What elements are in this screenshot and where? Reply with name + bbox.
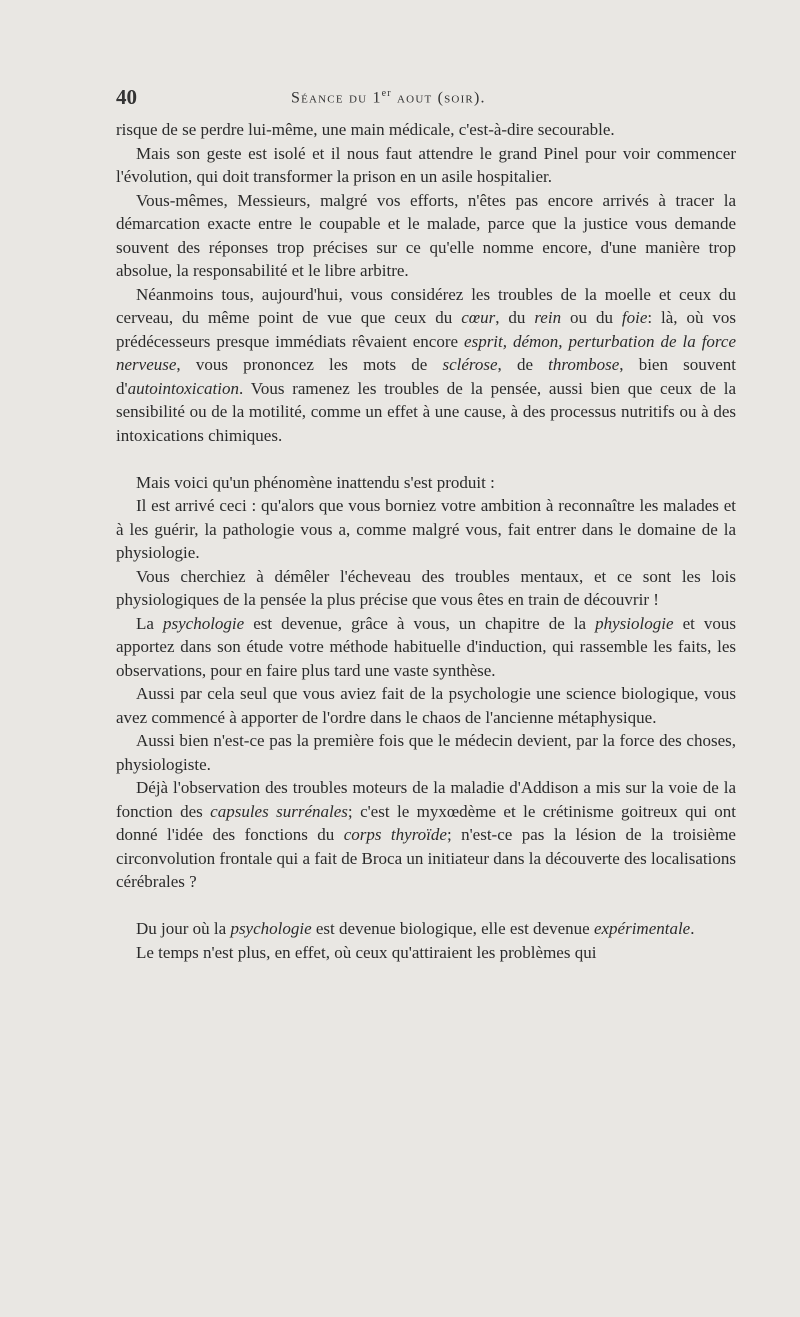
paragraph: Vous-mêmes, Messieurs, malgré vos efforts, n'êtes pas encore arrivés à tracer la démarcation exacte entre le coupable et le malade, parce que la justice vous demande souvent des réponses trop précises sur ce qu'elle nomme encore, d'une manière trop absolue, la responsabilité et le libre arbitre. [116,190,736,280]
paragraph: Il est arrivé ceci : qu'alors que vous borniez votre ambition à reconnaître les malades et à les guérir, la pathologie vous a, comme malgré vous, fait entrer dans le domaine de la physiologie. [116,496,736,562]
paragraph: Du jour où la psychologie est devenue biologique, elle est devenue expérimentale. [136,919,695,938]
paragraph: La psychologie est devenue, grâce à vous, un chapitre de la physiologie et vous apportez dans son étude votre méthode habituelle d'induction, qui rassemble les faits, les observations, pour en faire plus tard une vaste synthèse. [116,613,736,680]
paragraph: Mais voici qu'un phénomène inattendu s'est produit : [136,472,495,492]
body-text [116,118,736,964]
paragraph: Vous cherchiez à démêler l'écheveau des troubles mentaux, et ce sont les lois physiologiques de la pensée la plus précise que vous êtes en train de découvrir ! [116,566,736,609]
paragraph: risque de se perdre lui-même, une main médicale, c'est-à-dire secourable. [116,120,615,139]
paragraph: Néanmoins tous, aujourd'hui, vous considérez les troubles de la moelle et ceux du cerveau, du même point de vue que ceux du cœur, du rein ou du foie: là, où vos prédécesseurs presque immédiats rêvaient encore esprit, démon, perturbation de la force nerveuse, vous prononcez les mots de sclérose, de thrombose, bien souvent d'autointoxication. Vous ramenez les troubles de la pensée, aussi bien que ceux de la sensibilité ou de la motilité, comme un effet à une cause, à des processus nutritifs ou à des intoxications chimiques. [116,284,737,445]
paragraph: Aussi bien n'est-ce pas la première fois que le médecin devient, par la force des choses, physiologiste. [116,731,736,774]
page-number: 40 [116,85,137,109]
paragraph: Déjà l'observation des troubles moteurs de la maladie d'Addison a mis sur la voie de la fonction des capsules surrénales; c'est le myxœdème et le crétinisme goitreux qui ont donné l'idée des fonctions du corps thyroïde; n'est-ce pas la lésion de la troisième circonvolution frontale qui a fait de Broca un initiateur dans la découverte des localisations cérébrales ? [116,778,736,891]
page-header [116,85,736,113]
paragraph: Aussi par cela seul que vous aviez fait de la psychologie une science biologique, vous avez commencé à apporter de l'ordre dans le chaos de l'ancienne métaphysique. [116,684,736,727]
paragraph: Le temps n'est plus, en effet, où ceux qu'attiraient les problèmes qui [136,942,597,962]
running-head: Séance du 1er aout (soir). [291,88,486,107]
paragraph: Mais son geste est isolé et il nous faut attendre le grand Pinel pour voir commencer l'évolution, qui doit transformer la prison en un asile hospitalier. [116,143,736,186]
